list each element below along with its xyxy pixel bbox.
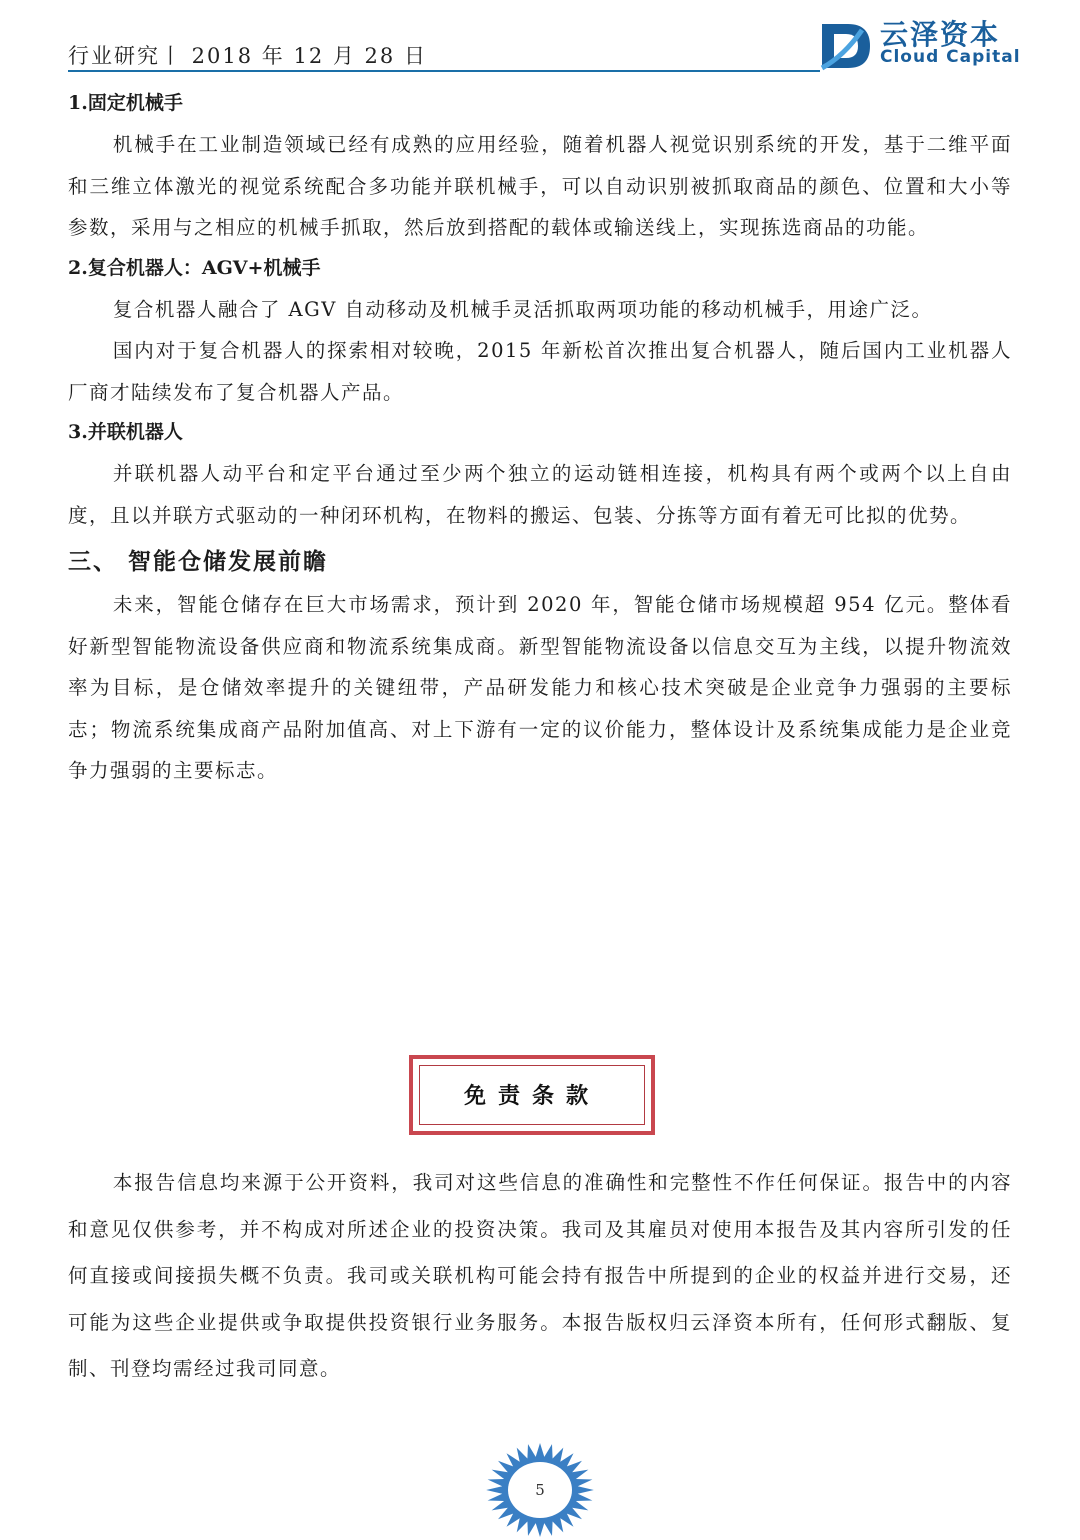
paragraph: 未来，智能仓储存在巨大市场需求，预计到 2020 年，智能仓储市场规模超 954 亿元。整体看好新型智能物流设备供应商和物流系统集成商。新型智能物流设备以信息交互为主线，以提升物流效率为目标，是仓储效率提升的关键纽带，产品研发能力和核心技术突破是企业竞争力强弱的主要标志；物流系统集成商产品附加值高、对上下游有一定的议价能力，整体设计及系统集成能力是企业竞争力强弱的主要标志。 xyxy=(68,593,1012,782)
company-logo xyxy=(818,16,1021,72)
header-rule xyxy=(68,70,820,72)
disclaimer-paragraph: 本报告信息均来源于公开资料，我司对这些信息的准确性和完整性不作任何保证。报告中的内容和意见仅供参考，并不构成对所述企业的投资决策。我司及其雇员对使用本报告及其内容所引发的任何直接或间接损失概不负责。我司或关联机构可能会持有报告中所提到的企业的权益并进行交易，还可能为这些企业提供或争取提供投资银行业务服务。本报告版权归云泽资本所有，任何形式翻版、复制、刊登均需经过我司同意。 xyxy=(68,1171,1012,1380)
page-header xyxy=(68,18,1021,72)
disclaimer-section xyxy=(68,1160,1012,1393)
disclaimer-title-box xyxy=(409,1055,655,1135)
paragraph: 复合机器人融合了 AGV 自动移动及机械手灵活抓取两项功能的移动机械手，用途广泛。 xyxy=(112,297,933,321)
page-number-badge xyxy=(483,1440,597,1540)
logo-english-name: Cloud Capital xyxy=(880,47,1021,67)
paragraph: 机械手在工业制造领域已经有成熟的应用经验，随着机器人视觉识别系统的开发，基于二维平面和三维立体激光的视觉系统配合多功能并联机械手，可以自动识别被抓取商品的颜色、位置和大小等参数，采用与之相应的机械手抓取，然后放到搭配的载体或输送线上，实现拣选商品的功能。 xyxy=(68,133,1012,239)
article-body xyxy=(68,84,1012,792)
chapter-heading: 三、 智能仓储发展前瞻 xyxy=(68,548,329,575)
logo-chinese-name: 云泽资本 xyxy=(880,18,1001,51)
section-heading: 2.复合机器人：AGV+机械手 xyxy=(68,256,321,279)
section-heading: 1.固定机械手 xyxy=(68,92,183,114)
header-title: 行业研究丨 2018 年 12 月 28 日 xyxy=(68,44,427,68)
page-number: 5 xyxy=(535,1481,545,1499)
cloud-capital-logo-icon xyxy=(818,16,878,72)
disclaimer-title: 免责条款 xyxy=(463,1083,600,1109)
paragraph: 国内对于复合机器人的探索相对较晚，2015 年新松首次推出复合机器人，随后国内工业机器人厂商才陆续发布了复合机器人产品。 xyxy=(68,339,1012,404)
paragraph: 并联机器人动平台和定平台通过至少两个独立的运动链相连接，机构具有两个或两个以上自由度，且以并联方式驱动的一种闭环机构，在物料的搬运、包装、分拣等方面有着无可比拟的优势。 xyxy=(68,462,1012,527)
section-heading: 3.并联机器人 xyxy=(68,421,183,443)
